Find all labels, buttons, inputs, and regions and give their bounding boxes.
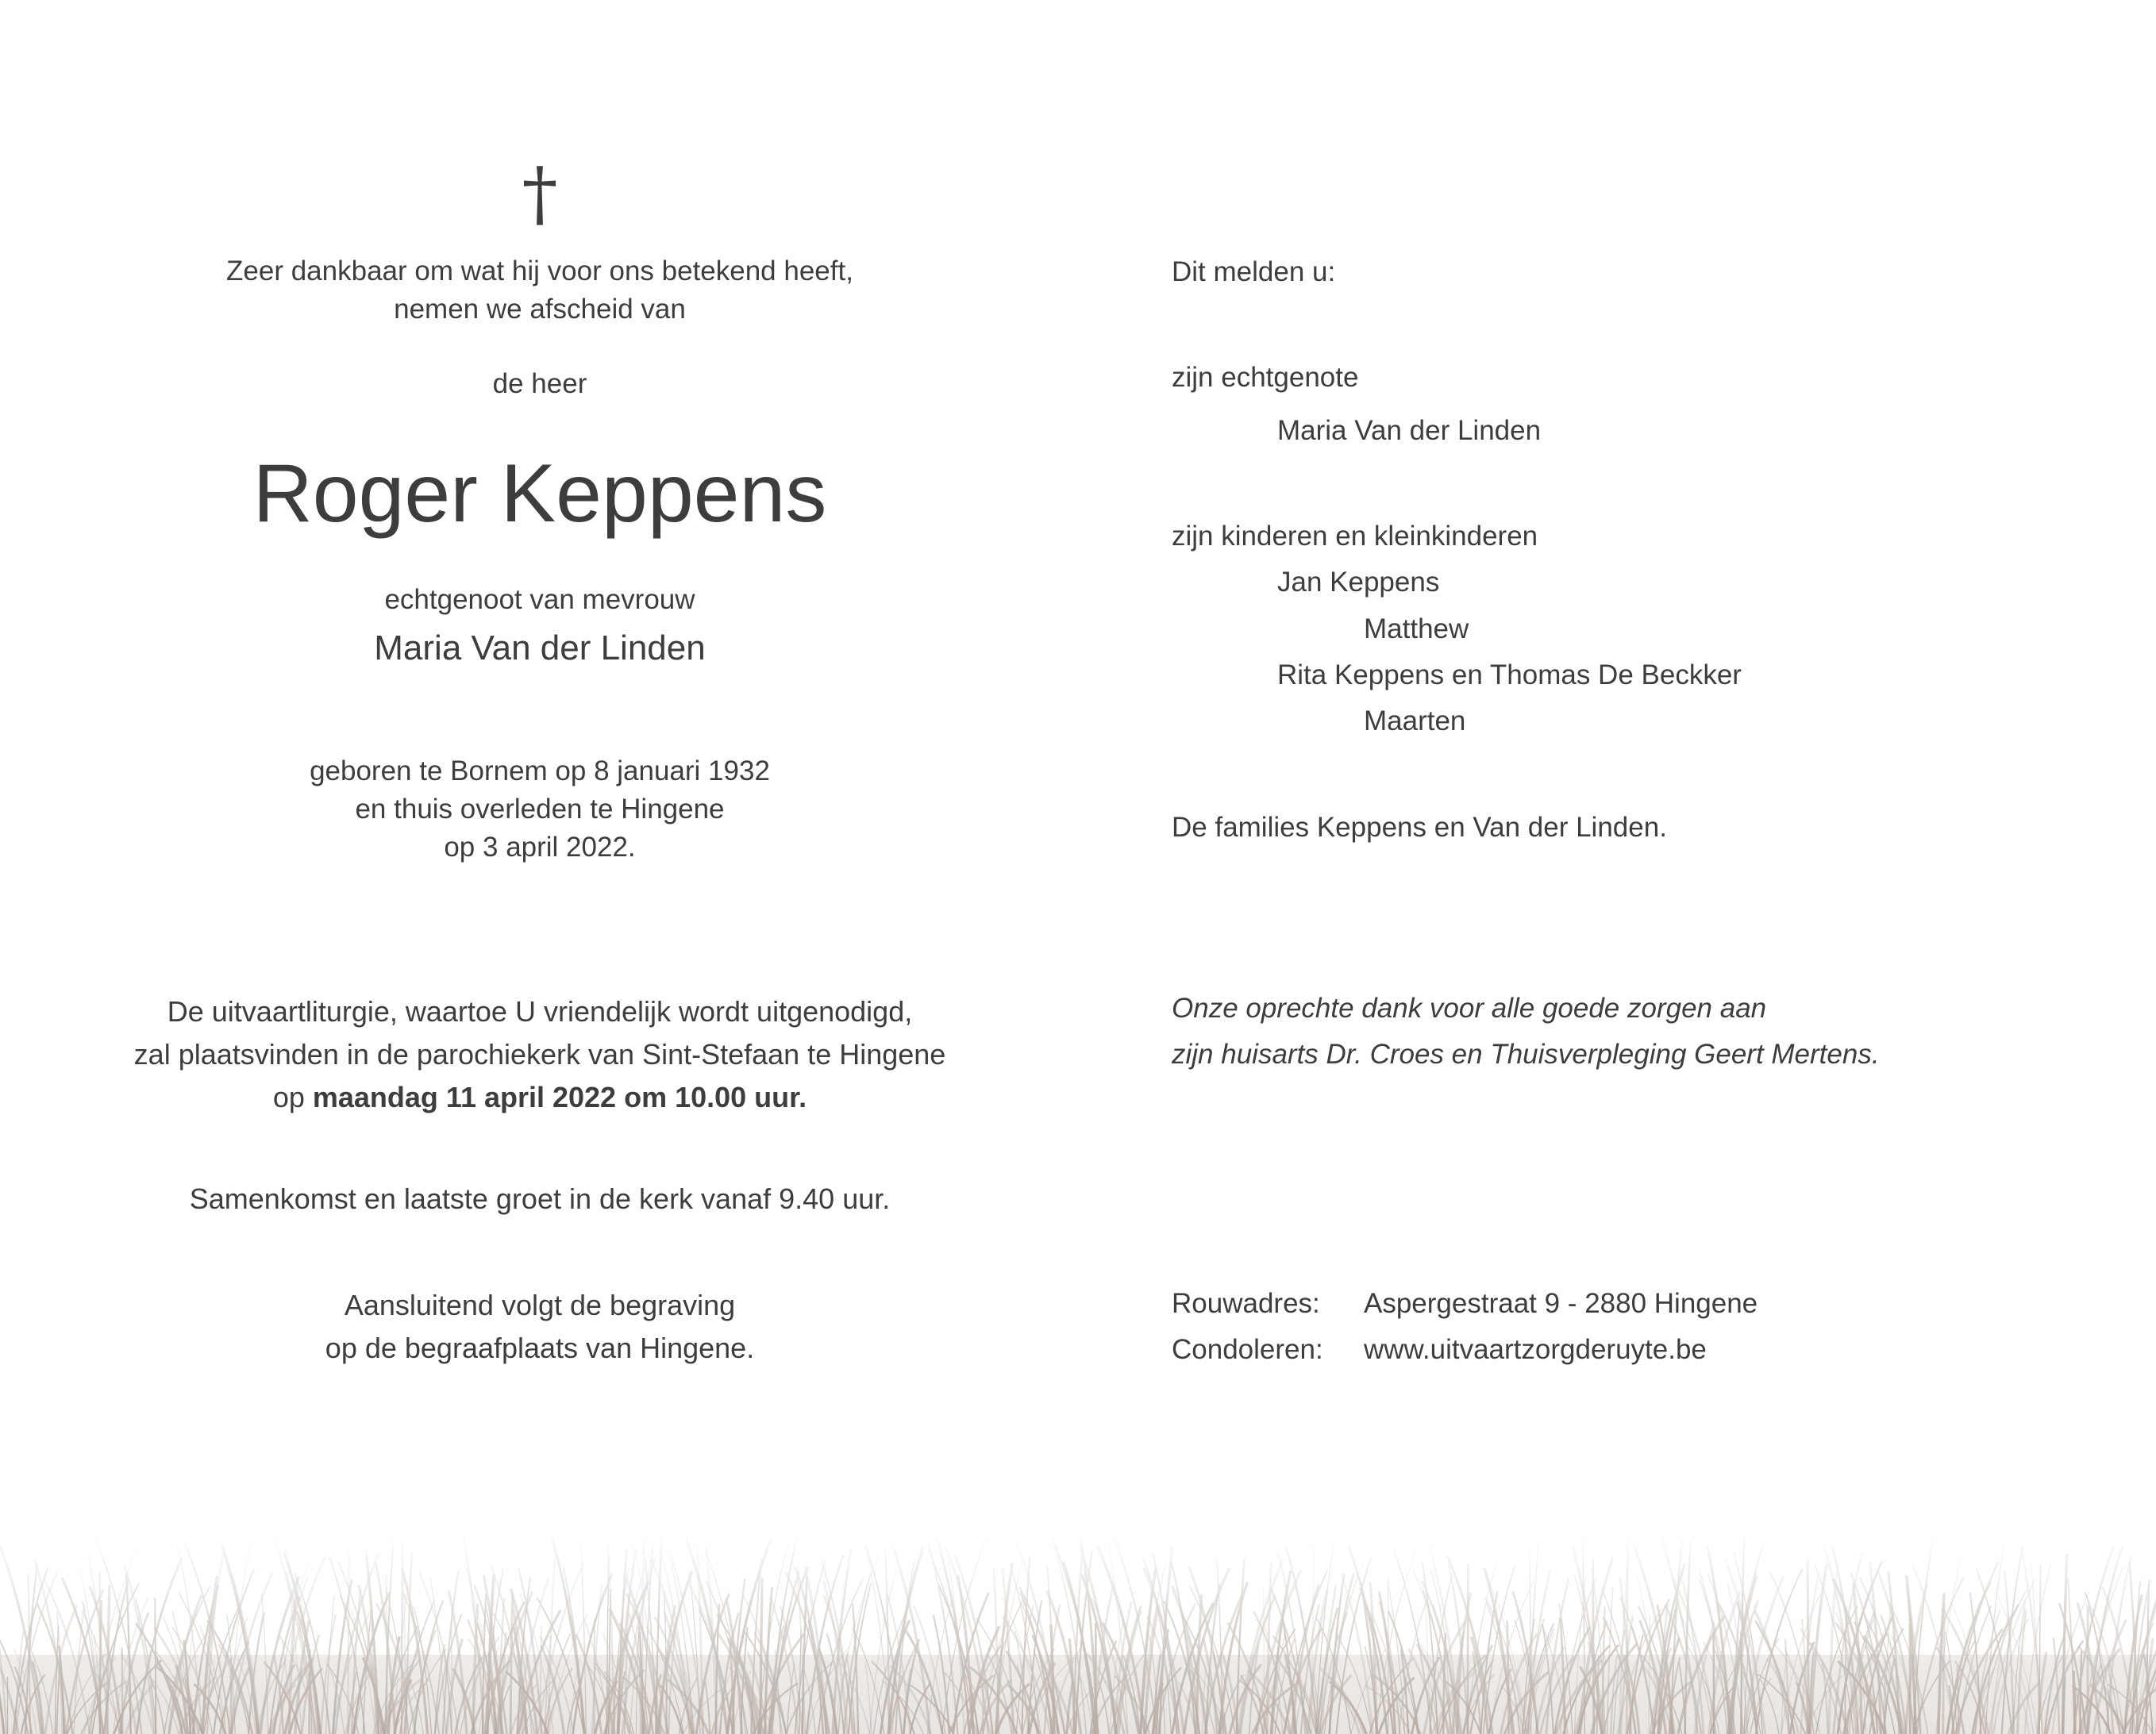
grass-decoration <box>0 1528 2156 1734</box>
address-label: Rouwadres: <box>1172 1288 1320 1319</box>
gathering-info: Samenkomst en laatste groet in de kerk vanaf 9.40 uur. <box>189 1182 891 1215</box>
spouse-name: Maria Van der Linden <box>374 629 706 667</box>
birth-line-3: op 3 april 2022. <box>444 832 636 863</box>
child-2: Rita Keppens en Thomas De Beckker <box>1277 659 1742 690</box>
grandchild-2: Maarten <box>1364 706 1466 736</box>
liturgy-line-2: zal plaatsvinden in de parochiekerk van Sint-Stefaan te Hingene <box>133 1038 946 1071</box>
children-label: zijn kinderen en kleinkinderen <box>1172 521 1538 552</box>
address-value: Aspergestraat 9 - 2880 Hingene <box>1364 1288 1758 1319</box>
birth-line-1: geboren te Bornem op 8 januari 1932 <box>310 756 770 786</box>
cross-symbol: † <box>522 152 558 236</box>
announce-text: Dit melden u: <box>1172 256 1336 287</box>
intro-text <box>0 252 1080 329</box>
liturgy-datetime: maandag 11 april 2022 om 10.00 uur. <box>312 1081 807 1113</box>
liturgy-info <box>0 990 1080 1119</box>
wife-name: Maria Van der Linden <box>1277 415 1542 446</box>
thanks-line-1: Onze oprechte dank voor alle goede zorgen aan <box>1172 993 1767 1024</box>
wife-label: zijn echtgenote <box>1172 362 1359 393</box>
intro-line-2: nemen we afscheid van <box>394 294 686 325</box>
deceased-name: Roger Keppens <box>252 448 827 540</box>
liturgy-line-1: De uitvaartliturgie, waartoe U vriendelijk wordt uitgenodigd, <box>167 995 913 1028</box>
thanks-line-2: zijn huisarts Dr. Croes en Thuisverpleging Geert Mertens. <box>1172 1039 1880 1070</box>
burial-info <box>0 1284 1080 1370</box>
liturgy-line-3 <box>0 1076 1080 1119</box>
honorific: de heer <box>492 368 587 399</box>
condolence-link[interactable]: www.uitvaartzorgderuyte.be <box>1364 1334 1707 1365</box>
intro-line-1: Zeer dankbaar om wat hij voor ons betekend heeft, <box>226 256 853 286</box>
spouse-label: echtgenoot van mevrouw <box>384 584 695 615</box>
condolence-label: Condoleren: <box>1172 1334 1323 1365</box>
birth-line-2: en thuis overleden te Hingene <box>355 794 725 825</box>
burial-line-2: op de begraafplaats van Hingene. <box>325 1332 755 1364</box>
families-text: De families Keppens en Van der Linden. <box>1172 812 1667 843</box>
burial-line-1: Aansluitend volgt de begraving <box>344 1289 736 1321</box>
birth-death-info <box>0 752 1080 867</box>
grandchild-1: Matthew <box>1364 613 1469 644</box>
child-1: Jan Keppens <box>1277 567 1440 598</box>
liturgy-line-3-prefix: op <box>272 1081 313 1113</box>
